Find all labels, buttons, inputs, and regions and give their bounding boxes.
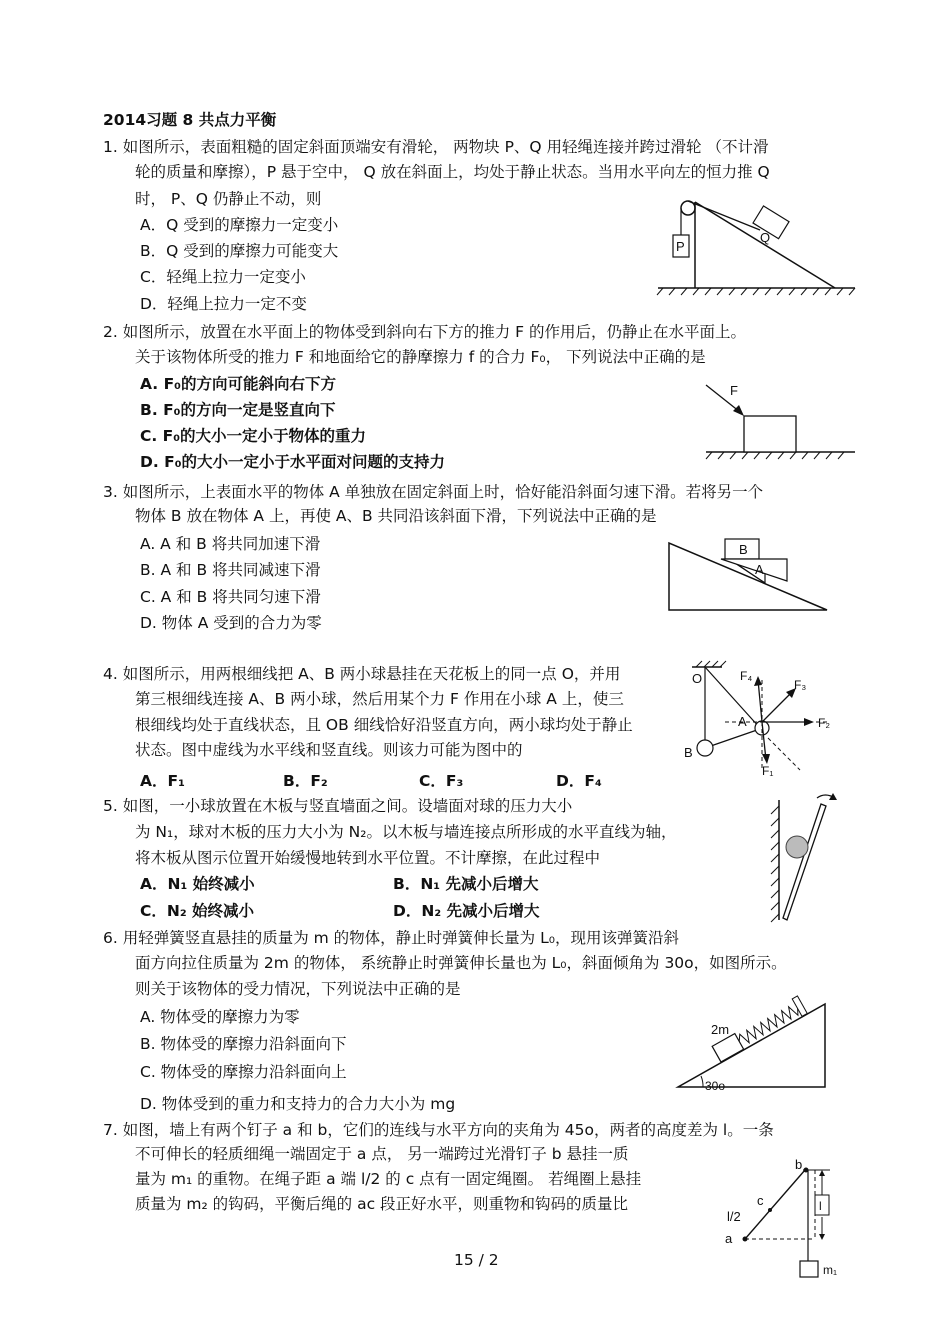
q1-stem-line3: 时， P、Q 仍静止不动，则 bbox=[135, 190, 322, 208]
page-number: 15 / 2 bbox=[454, 1251, 499, 1269]
block-2m bbox=[712, 1034, 743, 1062]
q2-option-d: D. F₀的大小一定小于水平面对问题的支持力 bbox=[140, 453, 446, 471]
q3-option-a: A. A 和 B 将共同加速下滑 bbox=[140, 535, 321, 553]
label-o: O bbox=[692, 671, 703, 686]
q4-stem-line3: 根细线均处于直线状态，且 OB 细线恰好沿竖直方向，两小球均处于静止 bbox=[135, 716, 633, 734]
q5-option-c: C．N₂ 始终减小 bbox=[140, 902, 255, 920]
q1-stem-line2: 轮的质量和摩擦），P 悬于空中， Q 放在斜面上，均处于静止状态。当用水平向左的恒力推 Q bbox=[135, 163, 770, 181]
q3-option-c: C. A 和 B 将共同匀速下滑 bbox=[140, 588, 321, 606]
block bbox=[744, 416, 796, 452]
q6-spring-incline-figure bbox=[675, 990, 835, 1093]
q1-option-a: A．Q 受到的摩擦力一定变小 bbox=[140, 216, 339, 234]
q4-option-b: B．F₂ bbox=[283, 772, 328, 790]
q2-option-c: C. F₀的大小一定小于物体的重力 bbox=[140, 427, 367, 445]
q1-option-d: D．轻绳上拉力一定不变 bbox=[140, 295, 307, 313]
label-f: F bbox=[730, 383, 738, 398]
ring-c bbox=[768, 1208, 772, 1212]
q5-stem-line2: 为 N₁，球对木板的压力大小为 N₂。以木板与墙连接点所形成的水平直线为轴， bbox=[135, 823, 677, 841]
q4-stem-line1: 4. 如图所示，用两根细线把 A、B 两小球悬挂在天花板上的同一点 O，并用 bbox=[103, 665, 621, 683]
label-b: b bbox=[795, 1157, 803, 1172]
q7-stem-line4: 质量为 m₂ 的钩码，平衡后绳的 ac 段正好水平，则重物和钩码的质量比 bbox=[135, 1195, 629, 1213]
label-b: B bbox=[739, 542, 748, 557]
q1-option-b: B．Q 受到的摩擦力可能变大 bbox=[140, 242, 339, 260]
label-f1: F₁ bbox=[762, 764, 774, 778]
label-p: P bbox=[676, 239, 685, 254]
q6-option-a: A. 物体受的摩擦力为零 bbox=[140, 1008, 300, 1026]
q7-stem-line2: 不可伸长的轻质细绳一端固定于 a 点， 另一端跨过光滑钉子 b 悬挂一质 bbox=[135, 1145, 629, 1163]
label-b: B bbox=[684, 745, 693, 760]
label-angle: 30o bbox=[705, 1079, 726, 1093]
label-a: a bbox=[725, 1231, 733, 1246]
q7-stem-line1: 7. 如图，墙上有两个钉子 a 和 b，它们的连线与水平方向的夹角为 45o，两者的高度差为 l。一条 bbox=[103, 1121, 774, 1139]
q6-option-d: D. 物体受到的重力和支持力的合力大小为 mg bbox=[140, 1095, 456, 1113]
label-m1: m₁ bbox=[823, 1263, 838, 1277]
label-c: c bbox=[757, 1193, 764, 1208]
label-a: A bbox=[755, 562, 764, 577]
q5-stem-line1: 5. 如图，一小球放置在木板与竖直墙面之间。设墙面对球的压力大小 bbox=[103, 797, 573, 815]
label-f3: F₃ bbox=[794, 678, 807, 692]
nail-a bbox=[743, 1237, 748, 1242]
q6-option-c: C. 物体受的摩擦力沿斜面向上 bbox=[140, 1063, 347, 1081]
page-title: 2014习题 8 共点力平衡 bbox=[103, 111, 277, 129]
q6-stem-line3: 则关于该物体的受力情况，下列说法中正确的是 bbox=[135, 980, 461, 998]
label-2m: 2m bbox=[711, 1022, 730, 1037]
q5-option-a: A．N₁ 始终减小 bbox=[140, 875, 255, 893]
label-a: A bbox=[738, 714, 747, 729]
q7-nails-rope-figure bbox=[715, 1155, 855, 1285]
block-q bbox=[753, 206, 789, 239]
q4-stem-line2: 第三根细线连接 A、B 两小球，然后用某个力 F 作用在小球 A 上，使三 bbox=[135, 690, 624, 708]
q6-option-b: B. 物体受的摩擦力沿斜面向下 bbox=[140, 1035, 347, 1053]
q4-stem-line4: 状态。图中虚线为水平线和竖直线。则该力可能为图中的 bbox=[135, 741, 523, 759]
q3-stem-line1: 3. 如图所示，上表面水平的物体 A 单独放在固定斜面上时，恰好能沿斜面匀速下滑。若将另一个 bbox=[103, 483, 764, 501]
q2-push-block-figure bbox=[700, 380, 860, 470]
label-f2: F₂ bbox=[818, 716, 830, 730]
q6-stem-line1: 6. 用轻弹簧竖直悬挂的质量为 m 的物体，静止时弹簧伸长量为 L₀，现用该弹簧沿斜 bbox=[103, 929, 679, 947]
q4-option-c: C．F₃ bbox=[419, 772, 464, 790]
label-l: l bbox=[819, 1199, 822, 1213]
weight-m1 bbox=[800, 1261, 818, 1277]
q2-option-b: B. F₀的方向一定是竖直向下 bbox=[140, 401, 336, 419]
q3-option-d: D. 物体 A 受到的合力为零 bbox=[140, 614, 322, 632]
q1-incline-pulley-figure bbox=[655, 190, 865, 300]
ball-b bbox=[697, 740, 713, 756]
force-arrow-icon bbox=[733, 405, 744, 416]
q2-stem-line1: 2. 如图所示，放置在水平面上的物体受到斜向右下方的推力 F 的作用后，仍静止在水平面上。 bbox=[103, 323, 746, 341]
label-f4: F₄ bbox=[740, 669, 753, 683]
q5-option-d: D．N₂ 先减小后增大 bbox=[393, 902, 540, 920]
q3-stem-line2: 物体 B 放在物体 A 上，再使 A、B 共同沿该斜面下滑，下列说法中正确的是 bbox=[135, 507, 657, 525]
nail-b bbox=[804, 1168, 809, 1173]
q4-option-a: A．F₁ bbox=[140, 772, 185, 790]
q2-option-a: A. F₀的方向可能斜向右下方 bbox=[140, 375, 336, 393]
q5-wall-board-figure bbox=[765, 790, 845, 930]
q5-stem-line3: 将木板从图示位置开始缓慢地转到水平位置。不计摩擦，在此过程中 bbox=[135, 849, 601, 867]
q1-option-c: C．轻绳上拉力一定变小 bbox=[140, 268, 306, 286]
q5-option-b: B．N₁ 先减小后增大 bbox=[393, 875, 539, 893]
board bbox=[783, 804, 826, 920]
q6-stem-line2: 面方向拉住质量为 2m 的物体， 系统静止时弹簧伸长量也为 L₀，斜面倾角为 30o，如图所示。 bbox=[135, 954, 787, 972]
label-half: l/2 bbox=[727, 1209, 741, 1224]
ball bbox=[786, 836, 808, 858]
label-q: Q bbox=[760, 230, 771, 245]
q3-stacked-blocks-figure bbox=[665, 535, 835, 615]
spring-icon bbox=[736, 1003, 800, 1046]
q2-stem-line2: 关于该物体所受的推力 F 和地面给它的静摩擦力 f 的合力 F₀， 下列说法中正确的是 bbox=[135, 348, 706, 366]
q4-option-d: D．F₄ bbox=[556, 772, 602, 790]
q7-stem-line3: 量为 m₁ 的重物。在绳子距 a 端 l/2 的 c 点有一固定绳圈。 若绳圈上悬挂 bbox=[135, 1170, 642, 1188]
q1-stem-line1: 1. 如图所示，表面粗糙的固定斜面顶端安有滑轮， 两物块 P、Q 用轻绳连接并跨过滑轮 （不计滑 bbox=[103, 138, 769, 156]
q4-force-diagram-figure bbox=[680, 660, 840, 785]
q3-option-b: B. A 和 B 将共同减速下滑 bbox=[140, 561, 321, 579]
